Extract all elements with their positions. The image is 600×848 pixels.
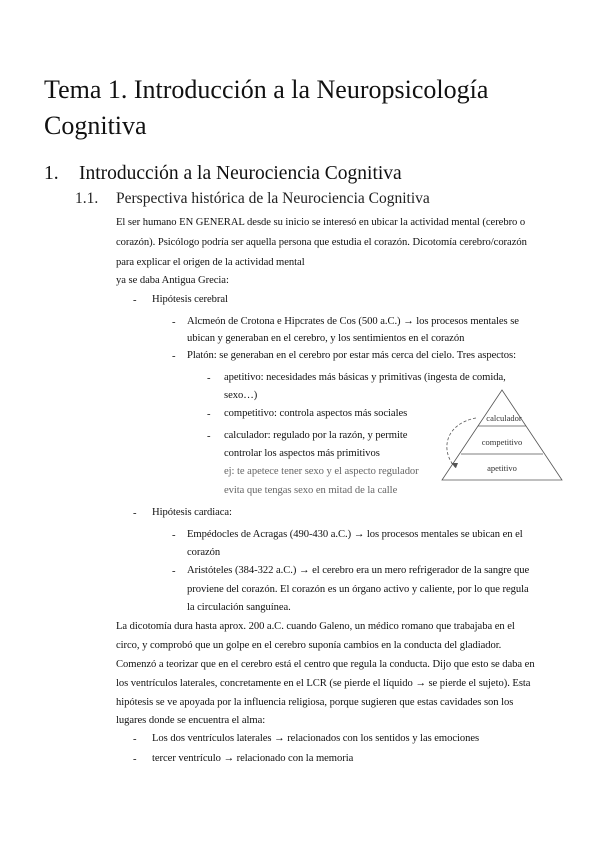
third-ventricle-item: tercer ventrículo → relacionado con la memoria	[152, 753, 354, 764]
intro-line: ya se daba Antigua Grecia:	[116, 275, 229, 286]
pyramid-label-competitivo: competitivo	[481, 437, 523, 447]
aspect-apetitivo-cont: sexo…)	[224, 390, 258, 401]
galeno-line: lugares donde se encuentra el alma:	[116, 715, 266, 726]
bullet-dash: -	[133, 508, 137, 519]
bullet-dash: -	[207, 373, 211, 384]
example-note: ej: te apetece tener sexo y el aspecto regulador	[224, 466, 419, 477]
platon-line: Platón: se generaban en el cerebro por estar más cerca del cielo. Tres aspectos:	[187, 350, 516, 361]
example-note: evita que tengas sexo en mitad de la calle	[224, 485, 398, 496]
cerebral-hypothesis-label: Hipótesis cerebral	[152, 294, 228, 305]
bullet-dash: -	[172, 317, 176, 328]
intro-line: El ser humano EN GENERAL desde su inicio se interesó en ubicar la actividad mental (cerebro o	[116, 217, 526, 228]
cardiac-hypothesis-label: Hipótesis cardiaca:	[152, 507, 232, 518]
bullet-dash: -	[133, 295, 137, 306]
subsection-title: Perspectiva histórica de la Neurociencia Cognitiva	[116, 190, 430, 207]
aspect-calculador: calculador: regulado por la razón, y permite	[224, 430, 408, 441]
galeno-line: Comenzó a teorizar que en el cerebro está el centro que regula la conducta. Dijo que esto se daba en	[116, 659, 535, 670]
bullet-dash: -	[172, 566, 176, 577]
section-title: Introducción a la Neurociencia Cognitiva	[79, 163, 402, 184]
alcmeon-line: Alcmeón de Crotona e Hipcrates de Cos (500 a.C.) → los procesos mentales se	[187, 316, 519, 327]
galeno-line: circo, y comprobó que un golpe en el cerebro suponía cambios en la conducta del gladiador.	[116, 640, 502, 651]
bullet-dash: -	[133, 754, 137, 765]
bullet-dash: -	[172, 351, 176, 362]
lateral-ventricles-item: Los dos ventrículos laterales → relacionados con los sentidos y las emociones	[152, 733, 480, 744]
aristoteles-line: Aristóteles (384-322 a.C.) → el cerebro era un mero refrigerador de la sangre que	[187, 565, 530, 576]
alcmeon-line: ubican y generaban en el cerebro, y los sentimientos en el corazón	[187, 333, 465, 344]
galeno-line: La dicotomía dura hasta aprox. 200 a.C. cuando Galeno, un médico romano que trabajaba en el	[116, 621, 515, 632]
empedocles-line: Empédocles de Acragas (490-430 a.C.) → los procesos mentales se ubican en el	[187, 529, 523, 540]
bullet-dash: -	[207, 409, 211, 420]
intro-line: corazón). Psicólogo podría ser aquella persona que estudia el corazón. Dicotomía cerebro/corazón	[116, 237, 527, 248]
plato-soul-pyramid	[430, 388, 570, 488]
galeno-line: hipótesis se ve apoyada por la influencia religiosa, porque sugieren que estas cavidades son los	[116, 697, 514, 708]
empedocles-line: corazón	[187, 547, 221, 558]
aspect-calculador-cont: controlar los aspectos más primitivos	[224, 448, 380, 459]
bullet-dash: -	[207, 431, 211, 442]
aspect-competitivo: competitivo: controla aspectos más sociales	[224, 408, 408, 419]
page-title-line-2: Cognitiva	[44, 111, 147, 140]
page-title-line-1: Tema 1. Introducción a la Neuropsicología	[44, 75, 489, 104]
aristoteles-line: la circulación sanguínea.	[187, 602, 291, 613]
aspect-apetitivo: apetitivo: necesidades más básicas y primitivas (ingesta de comida,	[224, 372, 506, 383]
bullet-dash: -	[172, 530, 176, 541]
subsection-number: 1.1.	[75, 190, 99, 207]
pyramid-label-calculador: calculador	[486, 413, 522, 423]
galeno-line: los ventrículos laterales, concretamente en el LCR (se pierde el líquido → se pierde el sujeto). Esta	[116, 678, 531, 689]
bullet-dash: -	[133, 734, 137, 745]
section-number: 1.	[44, 163, 59, 184]
aristoteles-line: proviene del corazón. El corazón es un órgano activo y caliente, por lo que regula	[187, 584, 529, 595]
intro-line: para explicar el origen de la actividad mental	[116, 257, 305, 268]
pyramid-label-apetitivo: apetitivo	[487, 463, 517, 473]
